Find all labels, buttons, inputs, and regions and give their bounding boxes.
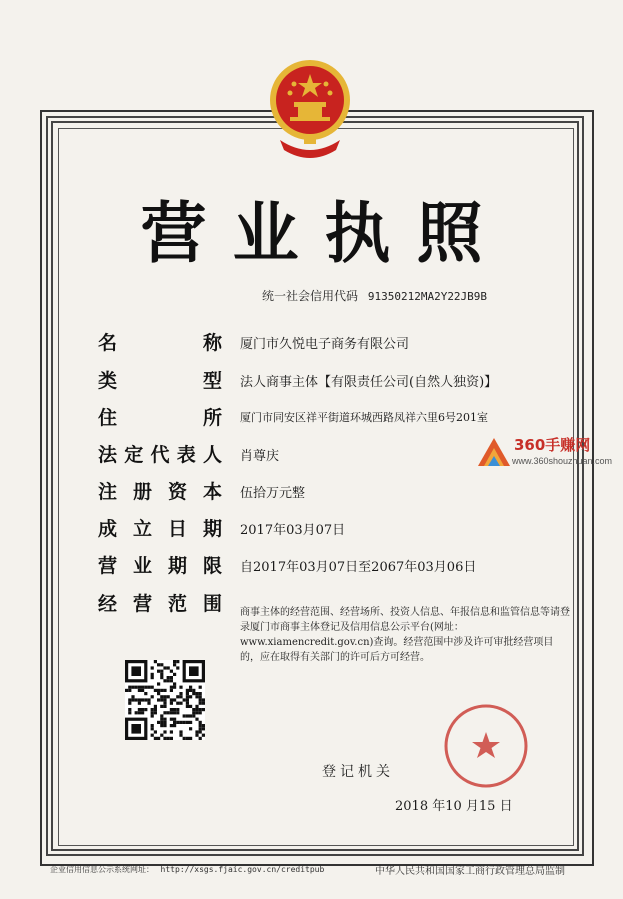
scope-value: 商事主体的经营范围、经营场所、投资人信息、年报信息和监管信息等请登录厦门市商事主体登记及信用信息公示平台(网址：www.xiamencredit.gov.cn)查询。经营范围中涉及许可审批经营项目的，应在取得有关部门的许可后方可经营。 xyxy=(240,607,570,663)
footer-left xyxy=(50,864,324,875)
legal-rep-label: 法定代表人 xyxy=(98,444,222,466)
capital-label: 注册资本 xyxy=(98,481,222,503)
established-label: 成立日期 xyxy=(98,518,222,540)
watermark-name: 360手赚网 xyxy=(514,436,591,454)
legal-rep-value: 肖尊庆 xyxy=(240,449,280,464)
capital-value: 伍拾万元整 xyxy=(240,486,306,501)
footer-left-label: 企业信用信息公示系统网址： xyxy=(50,865,154,874)
scope-label: 经营范围 xyxy=(98,593,222,615)
footer-right: 中华人民共和国国家工商行政管理总局监制 xyxy=(375,866,565,877)
type-label: 类型 xyxy=(98,370,222,392)
established-value: 2017年03月07日 xyxy=(240,523,346,538)
issue-date: 2018 年10 月15 日 xyxy=(395,799,513,814)
watermark-logo-icon xyxy=(474,434,514,468)
address-value: 厦门市同安区祥平街道环城西路凤祥六里6号201室 xyxy=(240,411,488,424)
name-label: 名称 xyxy=(98,332,222,354)
qr-code-icon xyxy=(125,660,205,740)
address-label: 住所 xyxy=(98,407,222,429)
credit-code-row xyxy=(262,287,487,304)
registration-authority: 登记机关 xyxy=(322,764,394,780)
document-title: 营业执照 xyxy=(140,195,509,272)
credit-code-label: 统一社会信用代码 xyxy=(262,289,359,303)
term-label: 营业期限 xyxy=(98,555,222,577)
footer-left-url: http://xsgs.fjaic.gov.cn/creditpub xyxy=(160,865,325,874)
term-value: 自2017年03月07日至2067年03月06日 xyxy=(240,560,477,575)
type-value: 法人商事主体【有限责任公司(自然人独资)】 xyxy=(240,375,498,390)
credit-code-value: 91350212MA2Y22JB9B xyxy=(367,290,488,303)
official-seal-icon xyxy=(442,702,530,790)
national-emblem-icon xyxy=(260,50,360,168)
watermark-url: www.360shouzhuan.com xyxy=(512,456,613,466)
name-value: 厦门市久悦电子商务有限公司 xyxy=(240,337,410,352)
